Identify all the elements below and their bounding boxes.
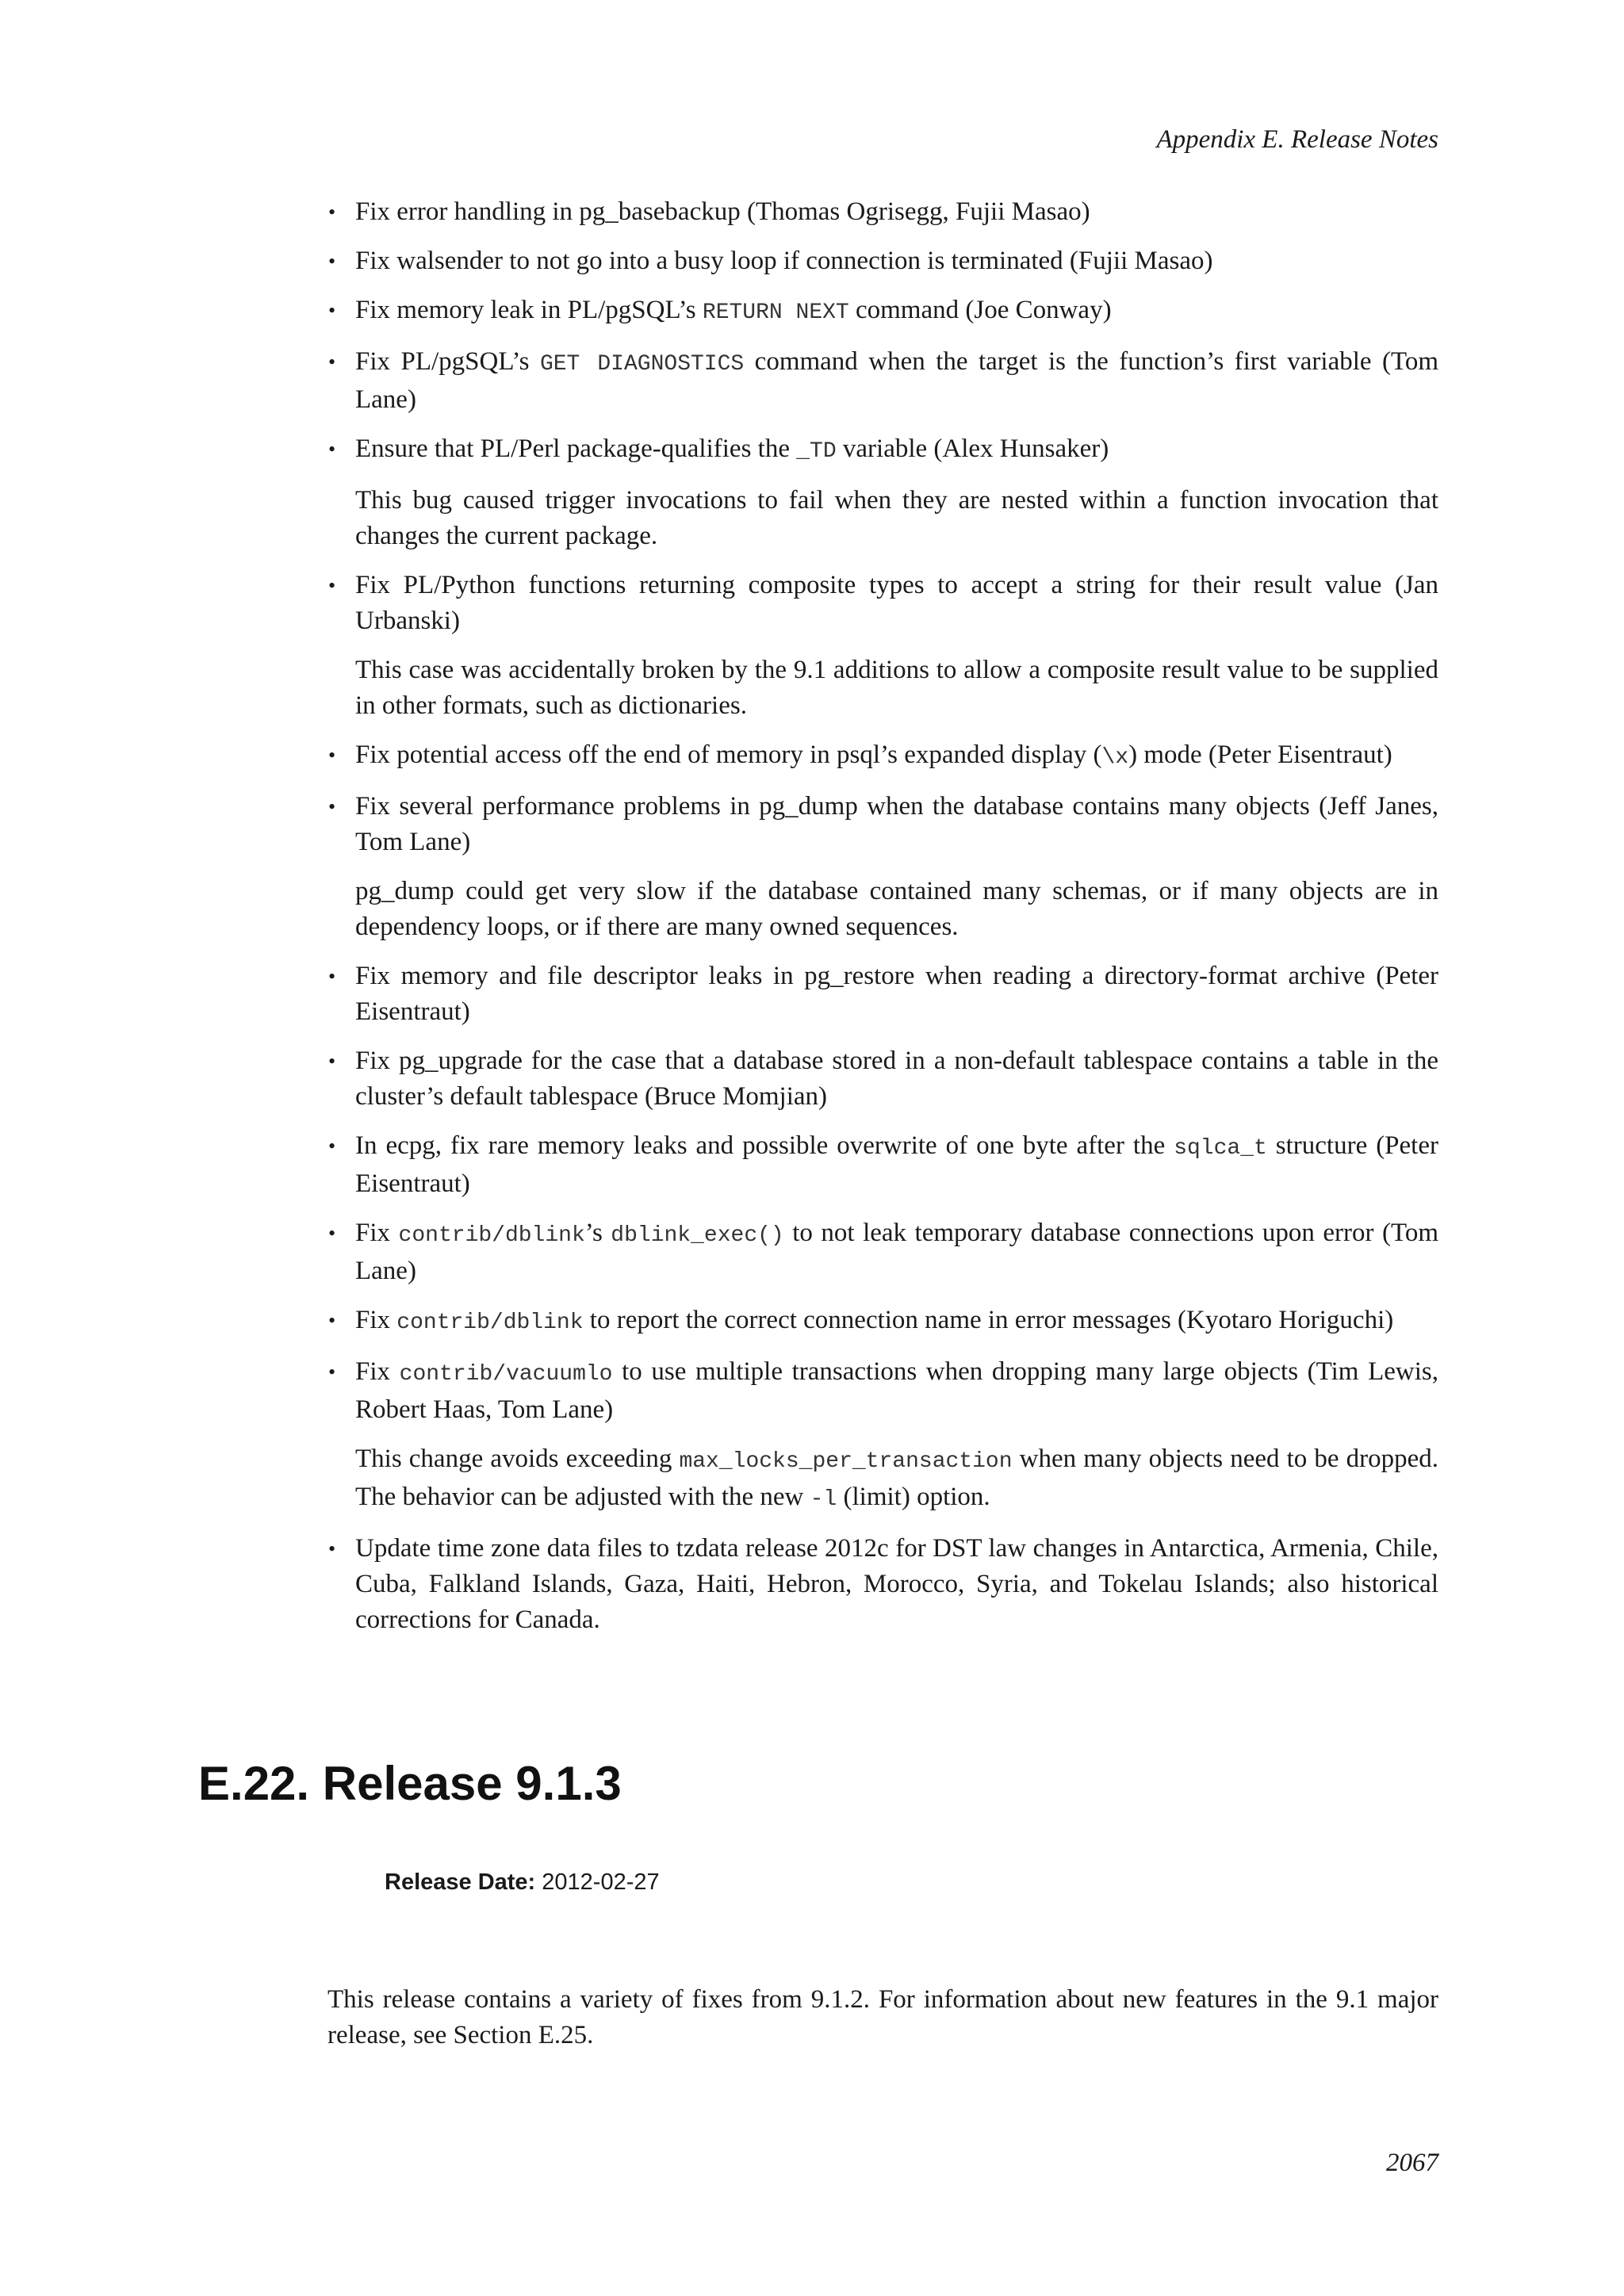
inline-code: _TD [796,439,837,464]
fix-list [355,194,1438,1638]
list-item-note [355,483,1438,554]
list-item [355,1531,1438,1638]
list-item-note [355,652,1438,724]
page-number: 2067 [1386,2149,1438,2177]
inline-code: sqlca_t [1174,1136,1267,1161]
release-date-label: Release Date: [385,1869,536,1895]
text-run: command (Joe Conway) [848,296,1112,324]
list-item [355,1215,1438,1289]
list-item-text [355,740,1392,769]
list-item-text [355,1219,1438,1285]
list-item-text [355,1357,1438,1424]
list-item [355,737,1438,775]
text-run: Fix [355,1357,400,1386]
inline-code: \x [1101,745,1129,770]
list-item-text [355,571,1438,635]
text-run: Fix memory leak in PL/pgSQL’s [355,296,703,324]
release-notes-content [355,194,1438,1651]
text-run: Fix walsender to not go into a busy loop if connection is terminated (Fujii Masao) [355,247,1213,275]
text-run: when many objects need to be dropped. The behavior can be adjusted with the new [355,1445,1438,1511]
text-run: structure (Peter Eisentraut) [355,1131,1438,1198]
list-item-text [355,197,1090,226]
text-run: Fix PL/pgSQL’s [355,347,540,376]
list-item [355,194,1438,230]
section-title: E.22. Release 9.1.3 [198,1757,622,1810]
list-item-text [355,792,1438,856]
text-run: command when the target is the function’s first variable (Tom Lane) [355,347,1439,414]
release-date-value: 2012-02-27 [542,1869,660,1895]
inline-code: max_locks_per_transaction [679,1449,1013,1474]
text-run: This case was accidentally broken by the 9.1 additions to allow a composite result value to be supplied in other formats, such as dictionaries. [355,656,1438,720]
text-run: Fix error handling in pg_basebackup (Thomas Ogrisegg, Fujii Masao) [355,197,1090,226]
list-item [355,1354,1438,1517]
list-item [355,293,1438,331]
list-item [355,1043,1438,1115]
list-item-text [355,434,1109,463]
release-date [385,1871,660,1894]
text-run: pg_dump could get very slow if the database contained many schemas, or if many objects are in dependency loops, or if there are many owned sequences. [355,877,1438,941]
inline-code: dblink_exec() [611,1223,784,1248]
list-item [355,1303,1438,1341]
list-item [355,431,1438,554]
text-run: variable (Alex Hunsaker) [836,434,1109,463]
text-run: Fix PL/Python functions returning composite types to accept a string for their result value (Jan Urbanski) [355,571,1438,635]
list-item-text [355,1306,1393,1334]
text-run: This bug caused trigger invocations to fail when they are nested within a function invocation that changes the current package. [355,486,1438,550]
list-item-text [355,247,1213,275]
list-item [355,243,1438,279]
list-item-text [355,1534,1438,1634]
text-run: ’s [584,1219,611,1247]
text-run: to not leak temporary database connections upon error (Tom Lane) [355,1219,1438,1285]
inline-code: contrib/dblink [398,1223,585,1248]
list-item-note [355,1441,1438,1517]
list-item [355,789,1438,945]
text-run: Fix [355,1219,399,1247]
text-run: Fix several performance problems in pg_dump when the database contains many objects (Jeff Janes, Tom Lane) [355,792,1438,856]
text-run: to report the correct connection name in error messages (Kyotaro Horiguchi) [583,1306,1394,1334]
text-run: Ensure that PL/Perl package-qualifies the [355,434,797,463]
list-item-text [355,1047,1438,1111]
list-item [355,1128,1438,1202]
inline-code: -l [810,1487,837,1512]
text-run: This change avoids exceeding [355,1445,680,1473]
list-item-text [355,296,1112,324]
inline-code: contrib/dblink [396,1311,584,1335]
text-run: Fix memory and file descriptor leaks in pg_restore when reading a directory-format archive (Peter Eisentraut) [355,962,1438,1026]
text-run: In ecpg, fix rare memory leaks and possible overwrite of one byte after the [355,1131,1174,1160]
list-item-text [355,962,1438,1026]
running-header: Appendix E. Release Notes [1156,125,1438,154]
text-run: ) mode (Peter Eisentraut) [1128,740,1392,769]
inline-code: GET DIAGNOSTICS [539,352,745,377]
text-run: to use multiple transactions when dropping many large objects (Tim Lewis, Robert Haas, Tom Lane) [355,1357,1438,1424]
list-item [355,959,1438,1030]
list-item-text [355,1131,1438,1198]
text-run: Fix pg_upgrade for the case that a database stored in a non-default tablespace contains a table in the cluster’s default tablespace (Bruce Momjian) [355,1047,1438,1111]
section-intro: This release contains a variety of fixes from 9.1.2. For information about new features in the 9.1 major release, see Section E.25. [327,1985,1438,2049]
inline-code: RETURN NEXT [702,300,849,325]
list-item [355,344,1438,418]
text-run: Fix [355,1306,397,1334]
text-run: (limit) option. [837,1483,990,1511]
inline-code: contrib/vacuumlo [399,1362,613,1387]
text-run: Update time zone data files to tzdata release 2012c for DST law changes in Antarctica, Armenia, Chile, Cuba, Falkland Islands, Gaza, Haiti, Hebron, Morocco, Syria, and Tokelau Islands; also historical corrections for Canada. [355,1534,1438,1634]
list-item [355,568,1438,724]
list-item-text [355,347,1438,414]
list-item-note [355,874,1438,945]
text-run: Fix potential access off the end of memory in psql’s expanded display ( [355,740,1102,769]
